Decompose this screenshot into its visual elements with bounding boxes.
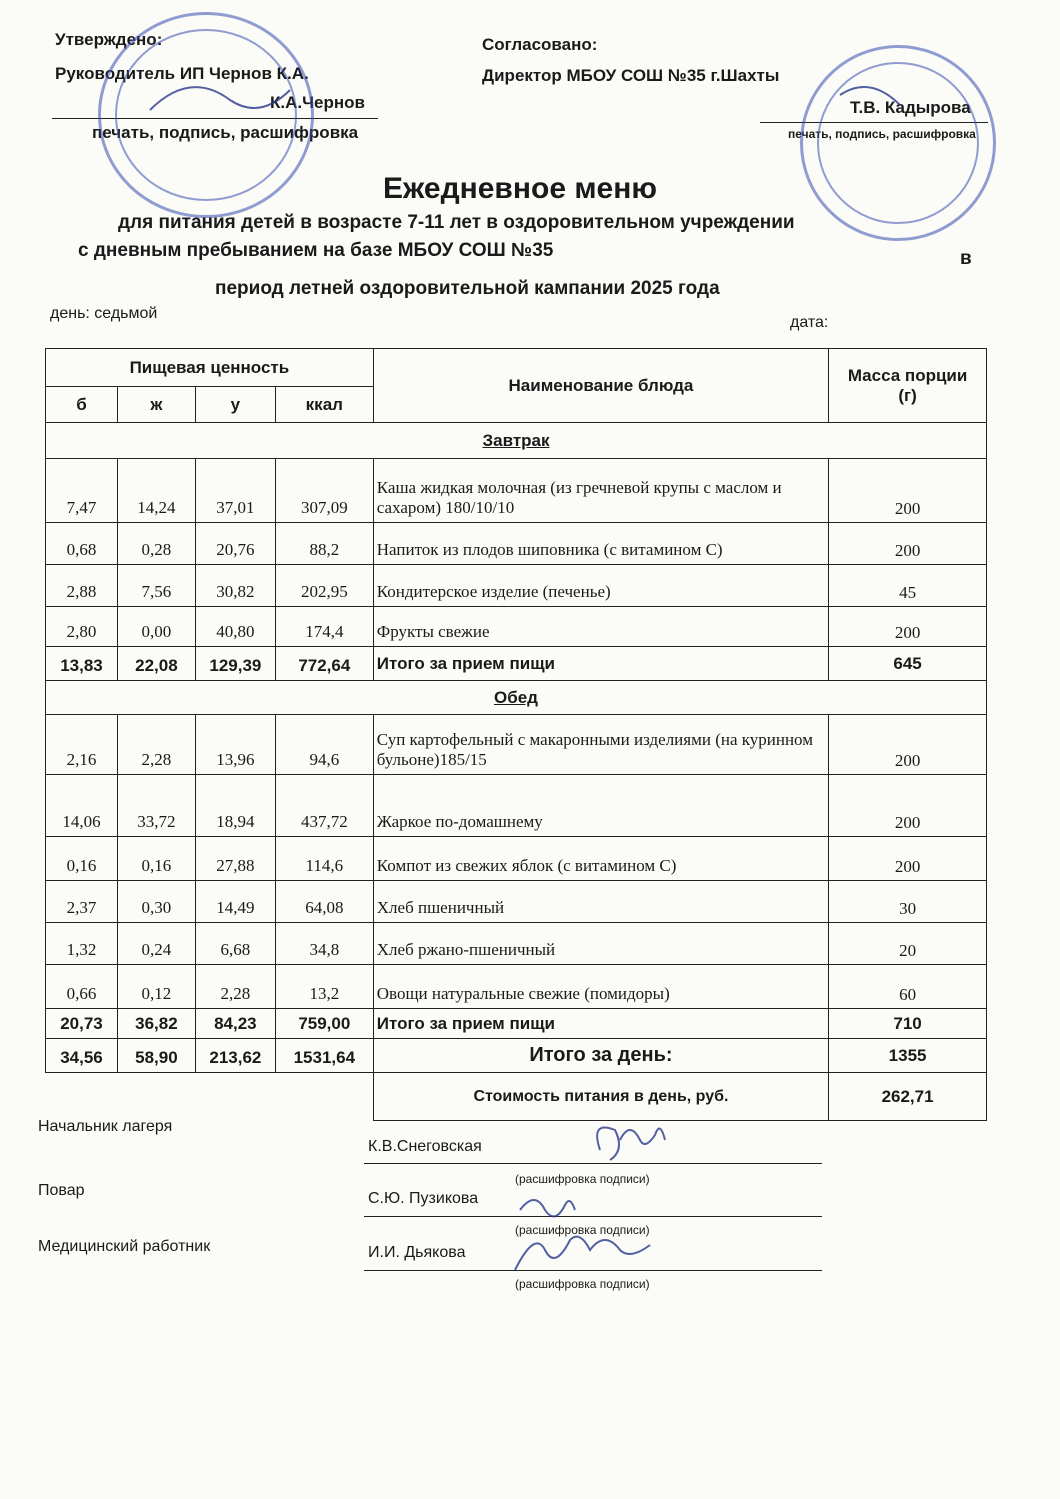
cell-dish: Каша жидкая молочная (из гречневой крупы с маслом и сахаром) 180/10/10 xyxy=(373,459,828,523)
signature-role-head: Начальник лагеря xyxy=(38,1118,173,1135)
cell-kcal: 34,8 xyxy=(275,923,373,965)
cell-carbs: 13,96 xyxy=(195,715,275,775)
nutrition-header: Пищевая ценность xyxy=(46,349,374,387)
cell-dish: Напиток из плодов шиповника (с витамином С) xyxy=(373,523,828,565)
cell-mass: 20 xyxy=(829,923,987,965)
cell-fat: 0,24 xyxy=(117,923,195,965)
cell-kcal: 114,6 xyxy=(275,837,373,881)
agreer-position: Директор МБОУ СОШ №35 г.Шахты xyxy=(482,66,780,85)
approved-label: Утверждено: xyxy=(55,30,163,49)
signature-role-cook: Повар xyxy=(38,1182,85,1199)
cell-kcal: 64,08 xyxy=(275,881,373,923)
cell-dish: Хлеб ржано-пшеничный xyxy=(373,923,828,965)
cell-fat: 36,82 xyxy=(117,1009,195,1039)
signature-name-cook: С.Ю. Пузикова xyxy=(368,1190,479,1207)
signature-head-mark xyxy=(597,1128,665,1161)
cell-mass: 45 xyxy=(829,565,987,607)
cell-mass: 200 xyxy=(829,523,987,565)
cell-dish: Жаркое по-домашнему xyxy=(373,775,828,837)
cell-carbs: 213,62 xyxy=(195,1039,275,1073)
cell-fat: 58,90 xyxy=(117,1039,195,1073)
mass-header-line-1: Масса порции xyxy=(847,365,968,385)
cell-protein: 1,32 xyxy=(46,923,118,965)
cell-dish: Овощи натуральные свежие (помидоры) xyxy=(373,965,828,1009)
subtitle-line-3: период летней оздоровительной кампании 2025 года xyxy=(215,278,720,299)
agreed-label: Согласовано: xyxy=(482,35,598,54)
cell-carbs: 2,28 xyxy=(195,965,275,1009)
right-stamp-signature-mark xyxy=(840,87,900,105)
cell-mass: 60 xyxy=(829,965,987,1009)
cell-protein: 0,68 xyxy=(46,523,118,565)
signature-cook-mark xyxy=(520,1200,575,1216)
cell-carbs: 84,23 xyxy=(195,1009,275,1039)
cell-fat: 0,12 xyxy=(117,965,195,1009)
day-label: день: седьмой xyxy=(50,305,158,322)
approver-caption: печать, подпись, расшифровка xyxy=(92,123,359,142)
cell-protein: 2,88 xyxy=(46,565,118,607)
subtitle-line-2: с дневным пребыванием на базе МБОУ СОШ №35 xyxy=(78,240,554,261)
date-label: дата: xyxy=(790,314,829,331)
signature-role-medic: Медицинский работник xyxy=(38,1238,211,1255)
cell-total-label: Итого за прием пищи xyxy=(373,1009,828,1039)
cell-fat: 14,24 xyxy=(117,459,195,523)
cost-label: Стоимость питания в день, руб. xyxy=(373,1073,828,1121)
cost-value: 262,71 xyxy=(829,1073,987,1121)
agreer-caption: печать, подпись, расшифровка xyxy=(788,127,976,141)
col-header-kcal: ккал xyxy=(275,387,373,423)
cell-protein: 20,73 xyxy=(46,1009,118,1039)
signature-note: (расшифровка подписи) xyxy=(515,1277,650,1291)
cell-dish: Хлеб пшеничный xyxy=(373,881,828,923)
left-stamp-signature-mark xyxy=(150,87,290,110)
cell-dish: Компот из свежих яблок (с витамином С) xyxy=(373,837,828,881)
cell-kcal: 1531,64 xyxy=(275,1039,373,1073)
cell-dish: Фрукты свежие xyxy=(373,607,828,647)
cell-fat: 33,72 xyxy=(117,775,195,837)
mass-header-line-2: (г) xyxy=(898,385,917,405)
signature-note: (расшифровка подписи) xyxy=(515,1172,650,1186)
cell-protein: 2,37 xyxy=(46,881,118,923)
signature-name-medic: И.И. Дьякова xyxy=(368,1244,466,1261)
cell-protein: 34,56 xyxy=(46,1039,118,1073)
cell-protein: 2,80 xyxy=(46,607,118,647)
subtitle-line-2-tail: в xyxy=(960,248,972,269)
cell-mass: 200 xyxy=(829,715,987,775)
cell-protein: 0,66 xyxy=(46,965,118,1009)
approver-position: Руководитель ИП Чернов К.А. xyxy=(55,64,309,83)
approver-name: К.А.Чернов xyxy=(270,93,365,112)
cell-protein: 0,16 xyxy=(46,837,118,881)
cell-kcal: 94,6 xyxy=(275,715,373,775)
cell-kcal: 437,72 xyxy=(275,775,373,837)
cell-kcal: 772,64 xyxy=(275,647,373,681)
cell-fat: 22,08 xyxy=(117,647,195,681)
cell-kcal: 174,4 xyxy=(275,607,373,647)
cell-carbs: 20,76 xyxy=(195,523,275,565)
signature-note: (расшифровка подписи) xyxy=(515,1223,650,1237)
col-header-protein: б xyxy=(46,387,118,423)
signature-medic-mark xyxy=(515,1237,650,1270)
cell-kcal: 202,95 xyxy=(275,565,373,607)
cell-protein: 7,47 xyxy=(46,459,118,523)
cell-dish: Кондитерское изделие (печенье) xyxy=(373,565,828,607)
cell-mass: 200 xyxy=(829,607,987,647)
cell-day-total-mass: 1355 xyxy=(829,1039,987,1073)
section-lunch: Обед xyxy=(46,681,987,715)
cell-carbs: 40,80 xyxy=(195,607,275,647)
cell-mass: 200 xyxy=(829,459,987,523)
cell-carbs: 6,68 xyxy=(195,923,275,965)
cell-protein: 13,83 xyxy=(46,647,118,681)
cell-protein: 14,06 xyxy=(46,775,118,837)
cell-carbs: 18,94 xyxy=(195,775,275,837)
cell-protein: 2,16 xyxy=(46,715,118,775)
cell-mass: 200 xyxy=(829,837,987,881)
cell-total-mass: 710 xyxy=(829,1009,987,1039)
cell-kcal: 307,09 xyxy=(275,459,373,523)
page-title: Ежедневное меню xyxy=(383,172,657,205)
cell-carbs: 30,82 xyxy=(195,565,275,607)
cell-carbs: 14,49 xyxy=(195,881,275,923)
cell-kcal: 88,2 xyxy=(275,523,373,565)
subtitle-line-1: для питания детей в возрасте 7-11 лет в оздоровительном учреждении xyxy=(118,212,795,233)
col-header-fat: ж xyxy=(117,387,195,423)
cell-mass: 30 xyxy=(829,881,987,923)
cell-carbs: 129,39 xyxy=(195,647,275,681)
signature-name-head: К.В.Снеговская xyxy=(368,1138,482,1155)
cell-kcal: 13,2 xyxy=(275,965,373,1009)
cell-carbs: 37,01 xyxy=(195,459,275,523)
cell-fat: 2,28 xyxy=(117,715,195,775)
cell-fat: 0,30 xyxy=(117,881,195,923)
section-breakfast: Завтрак xyxy=(46,423,987,459)
dish-header: Наименование блюда xyxy=(373,349,828,423)
col-header-carbs: у xyxy=(195,387,275,423)
cell-total-mass: 645 xyxy=(829,647,987,681)
cell-fat: 0,28 xyxy=(117,523,195,565)
cell-mass: 200 xyxy=(829,775,987,837)
agreer-name: Т.В. Кадырова xyxy=(850,98,971,117)
cell-dish: Суп картофельный с макаронными изделиями (на куринном бульоне)185/15 xyxy=(373,715,828,775)
cell-kcal: 759,00 xyxy=(275,1009,373,1039)
cell-carbs: 27,88 xyxy=(195,837,275,881)
cell-fat: 7,56 xyxy=(117,565,195,607)
cell-day-total-label: Итого за день: xyxy=(373,1039,828,1073)
cell-fat: 0,00 xyxy=(117,607,195,647)
cell-total-label: Итого за прием пищи xyxy=(373,647,828,681)
cell-fat: 0,16 xyxy=(117,837,195,881)
